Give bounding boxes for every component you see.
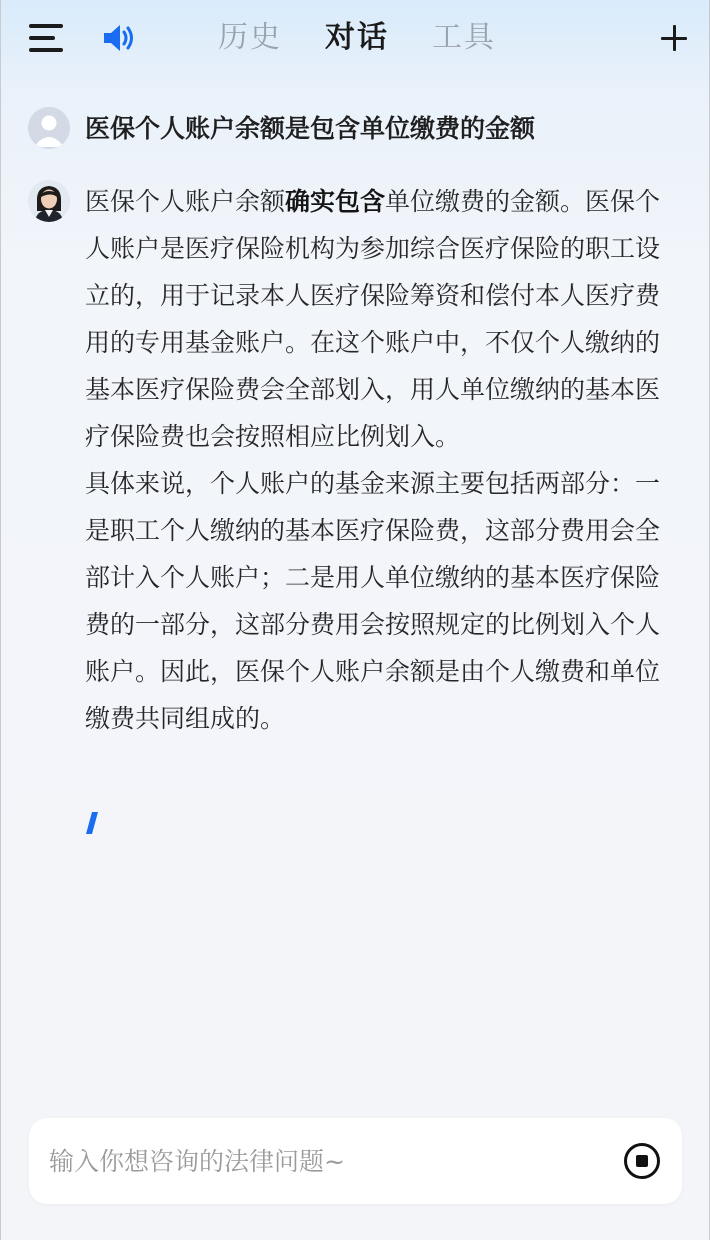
user-avatar	[28, 107, 70, 149]
input-bar	[29, 1118, 682, 1204]
answer-paragraph-2: 具体来说，个人账户的基金来源主要包括两部分：一是职工个人缴纳的基本医疗保险费，这部分费用会全部计入个人账户；二是用人单位缴纳的基本医疗保险费的一部分，这部分费用会按照规定的比例划入个人账户。因此，医保个人账户余额是由个人缴费和单位缴费共同组成的。	[85, 469, 661, 733]
typing-cursor	[85, 811, 99, 835]
tab-chat[interactable]: 对话	[325, 20, 389, 55]
question-input[interactable]	[49, 1139, 609, 1183]
tab-history[interactable]: 历史	[218, 20, 282, 55]
tab-tools[interactable]: 工具	[432, 20, 496, 55]
user-question: 医保个人账户余额是包含单位缴费的金额	[85, 114, 536, 143]
answer-paragraph-1: 医保个人账户余额确实包含单位缴费的金额。医保个人账户是医疗保险机构为参加综合医疗保险的职工设立的，用于记录本人医疗保险筹资和偿付本人医疗费用的专用基金账户。在这个账户中，不仅个人缴纳的基本医疗保险费会全部划入，用人单位缴纳的基本医疗保险费也会按照相应比例划入。	[85, 187, 661, 451]
top-bar	[1, 0, 710, 76]
assistant-avatar	[28, 180, 70, 222]
assistant-answer	[85, 178, 663, 742]
stop-icon[interactable]	[621, 1140, 663, 1182]
tab-bar	[1, 0, 710, 76]
answer-emphasis: 确实包含	[285, 187, 386, 216]
plus-icon[interactable]	[658, 22, 690, 54]
